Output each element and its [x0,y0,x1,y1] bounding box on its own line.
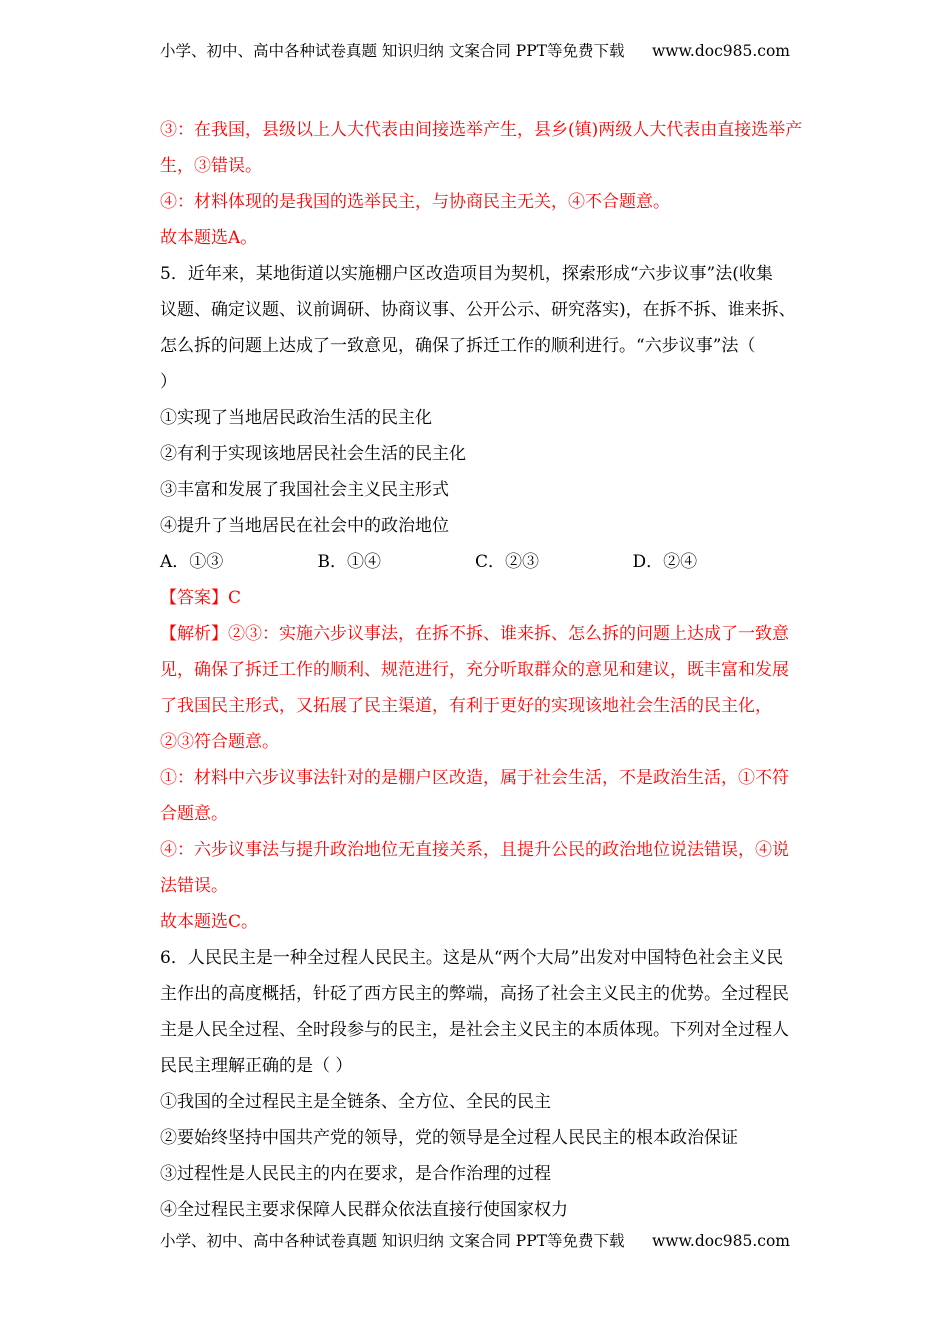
q5-answer [160,580,790,616]
prev-conclusion: 故本题选A。 [160,228,258,248]
q5-options [160,544,790,580]
option-a: A．①③ [160,552,224,572]
analysis-tag: 【解析】 [160,624,228,644]
q5-statement-4: ④提升了当地居民在社会中的政治地位 [160,516,449,536]
q6-stem-line: 6．人民民主是一种全过程人民民主。这是从“两个大局”出发对中国特色社会主义民 [160,948,784,968]
answer-value: C [228,588,242,608]
header-website: www.doc985.com [651,42,790,60]
q5-stem-line: 5．近年来，某地街道以实施棚户区改造项目为契机，探索形成“六步议事”法(收集 [160,264,773,284]
page-header [160,41,790,61]
q5-analysis-line: ④：六步议事法与提升政治地位无直接关系，且提升公民的政治地位说法错误，④说 [160,840,789,860]
q5-analysis-line: 了我国民主形式，又拓展了民主渠道，有利于更好的实现该地社会生活的民主化， [160,696,772,716]
q6-stem-line: 主是人民全过程、全时段参与的民主，是社会主义民主的本质体现。下列对全过程人 [160,1020,789,1040]
q5-analysis-first [160,616,790,652]
page-footer [160,1231,790,1251]
q6-stem-line: 民民主理解正确的是（ ） [160,1056,353,1076]
q6-statement-4: ④全过程民主要求保障人民群众依法直接行使国家权力 [160,1200,568,1220]
footer-left-text: 小学、初中、高中各种试卷真题 知识归纳 文案合同 PPT等免费下载 [160,1232,625,1250]
answer-tag: 【答案】 [160,588,228,608]
q5-statement-3: ③丰富和发展了我国社会主义民主形式 [160,480,449,500]
question-5 [160,256,796,940]
q5-stem-line: 怎么拆的问题上达成了一致意见，确保了拆迁工作的顺利进行。“六步议事”法（ [160,336,756,356]
q5-statement-2: ②有利于实现该地居民社会生活的民主化 [160,444,466,464]
option-c: C．②③ [475,552,540,572]
prev-explanation-line: ③：在我国，县级以上人大代表由间接选举产生，县乡(镇)两级人大代表由直接选举产 [160,120,803,140]
prev-explanation-line: 生，③错误。 [160,156,262,176]
q5-analysis-line: 法错误。 [160,876,228,896]
header-left-text: 小学、初中、高中各种试卷真题 知识归纳 文案合同 PPT等免费下载 [160,42,625,60]
option-b: B．①④ [317,552,381,572]
q6-statement-3: ③过程性是人民民主的内在要求，是合作治理的过程 [160,1164,551,1184]
analysis-text: ②③：实施六步议事法，在拆不拆、谁来拆、怎么拆的问题上达成了一致意 [228,624,789,644]
question-6 [160,940,790,1228]
q5-analysis-line: ①：材料中六步议事法针对的是棚户区改造，属于社会生活，不是政治生活，①不符 [160,768,789,788]
q5-conclusion: 故本题选C。 [160,912,259,932]
q5-stem-line: ） [160,372,177,392]
document-body [160,112,803,1228]
prev-explanation-line: ④：材料体现的是我国的选举民主，与协商民主无关，④不合题意。 [160,192,670,212]
q6-stem-line: 主作出的高度概括，针砭了西方民主的弊端，高扬了社会主义民主的优势。全过程民 [160,984,789,1004]
option-d: D．②④ [632,552,698,572]
q5-stem-line: 议题、确定议题、议前调研、协商议事、公开公示、研究落实)，在拆不拆、谁来拆、 [160,300,796,320]
q5-analysis-line: ②③符合题意。 [160,732,279,752]
q5-statement-1: ①实现了当地居民政治生活的民主化 [160,408,432,428]
q5-analysis-line: 合题意。 [160,804,228,824]
q6-statement-1: ①我国的全过程民主是全链条、全方位、全民的民主 [160,1092,551,1112]
footer-website: www.doc985.com [651,1232,790,1250]
q6-statement-2: ②要始终坚持中国共产党的领导，党的领导是全过程人民民主的根本政治保证 [160,1128,738,1148]
q5-analysis-line: 见，确保了拆迁工作的顺利、规范进行，充分听取群众的意见和建议，既丰富和发展 [160,660,789,680]
